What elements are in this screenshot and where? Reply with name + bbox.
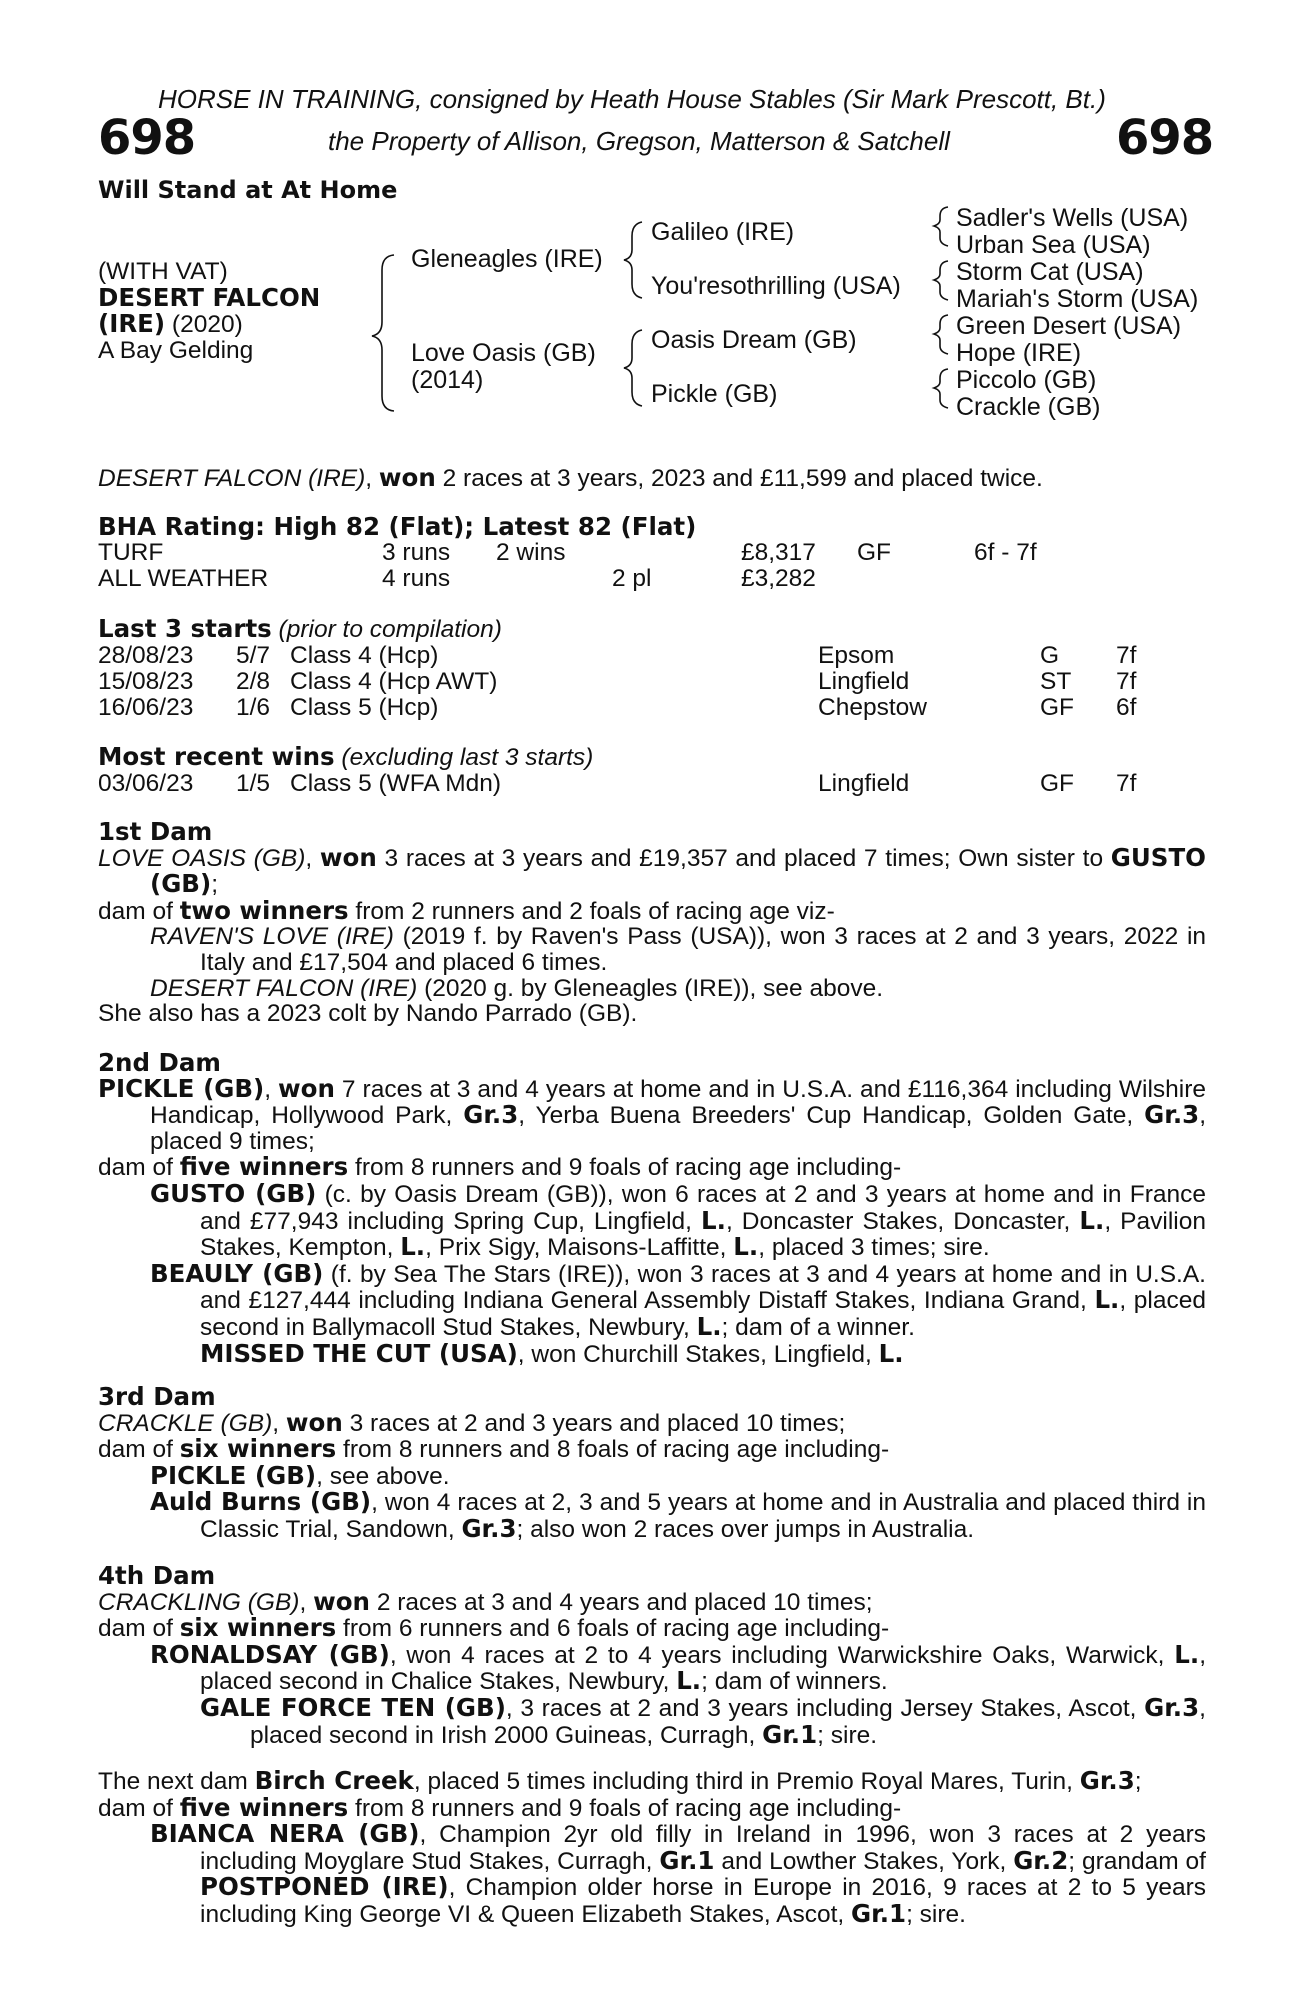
win-class: Class 5 (WFA Mdn) [290, 770, 502, 797]
sire-dam: You'resothrilling (USA) [651, 272, 901, 300]
brace-main [372, 255, 394, 411]
pedigree-braces [0, 0, 1314, 440]
win-pos: 1/5 [236, 770, 271, 797]
start-dist: 6f [1116, 694, 1137, 721]
rating-runs: 4 runs [382, 565, 451, 592]
rating-prize: £3,282 [741, 565, 816, 592]
produce-intro: dam of two winners from 2 runners and 2 foals of racing age viz- [98, 895, 835, 925]
produce-note: She also has a 2023 colt by Nando Parrado (GB). [98, 1000, 638, 1028]
dam: Love Oasis (GB) [411, 339, 596, 367]
section-title: 4th Dam [98, 1561, 216, 1590]
brace-g3 [934, 315, 948, 354]
first-dam-section [98, 819, 1206, 1027]
recent-title: Most recent wins (excluding last 3 starts) [98, 742, 594, 771]
horse-name: DESERT FALCON [98, 283, 321, 312]
start-course: Chepstow [818, 694, 927, 721]
g3-sdd: Mariah's Storm (USA) [956, 285, 1199, 313]
brace-g1 [934, 207, 948, 246]
section-title: 2nd Dam [98, 1048, 221, 1077]
stand-line: Will Stand at At Home [98, 176, 398, 204]
third-dam-section [98, 1384, 1206, 1543]
last3-title: Last 3 starts (prior to compilation) [98, 614, 502, 643]
start-date: 28/08/23 [98, 642, 194, 669]
dam-sire: Oasis Dream (GB) [651, 326, 857, 354]
dam-record: PICKLE (GB), won 7 races at 3 and 4 years at home and in U.S.A. and £116,364 including Wilshire Handicap, Hollywood Park, Gr.3, Yerba Buena Breeders' Cup Handicap, Golden Gate, Gr.3, placed 9 times; [98, 1073, 1206, 1155]
produce-item: RAVEN'S LOVE (IRE) (2019 f. by Raven's Pass (USA)), won 3 races at 2 and 3 years, 2022 in Italy and £17,504 and placed 6 times. [150, 923, 1207, 976]
g3-sds: Storm Cat (USA) [956, 258, 1144, 286]
win-course: Lingfield [818, 770, 910, 797]
next-dam-section [98, 1768, 1206, 1928]
dam-record: LOVE OASIS (GB), won 3 races at 3 years and £19,357 and placed 7 times; Own sister to GUSTO (GB); [98, 842, 1206, 899]
dam-record: CRACKLING (GB), won 2 races at 3 and 4 years and placed 10 times; [98, 1586, 873, 1616]
start-going: G [1040, 642, 1060, 669]
second-dam-section [98, 1050, 1206, 1367]
produce-intro: dam of five winners from 8 runners and 9 foals of racing age including- [98, 1152, 902, 1182]
g3-dds: Piccolo (GB) [956, 366, 1097, 394]
g3-ddd: Crackle (GB) [956, 393, 1101, 421]
start-class: Class 4 (Hcp AWT) [290, 668, 498, 695]
start-pos: 2/8 [236, 668, 271, 695]
produce-intro: dam of six winners from 8 runners and 8 foals of racing age including- [98, 1434, 890, 1464]
section-title: 1st Dam [98, 817, 213, 846]
produce-item: RONALDSAY (GB), won 4 races at 2 to 4 years including Warwickshire Oaks, Warwick, L., placed second in Chalice Stakes, Newbury, L.; dam of winners. [150, 1639, 1206, 1696]
brace-dam [624, 330, 642, 406]
start-class: Class 4 (Hcp) [290, 642, 439, 669]
start-class: Class 5 (Hcp) [290, 694, 439, 721]
brace-sire [624, 222, 642, 298]
start-dist: 7f [1116, 642, 1137, 669]
start-pos: 1/6 [236, 694, 271, 721]
start-course: Epsom [818, 642, 895, 669]
rating-wins: 2 wins [496, 539, 566, 566]
horse-country-year: (IRE) (2020) [98, 309, 243, 338]
g3-dss: Green Desert (USA) [956, 312, 1182, 340]
g3-ssd: Urban Sea (USA) [956, 231, 1151, 259]
start-pos: 5/7 [236, 642, 271, 669]
start-going: ST [1040, 668, 1072, 695]
start-course: Lingfield [818, 668, 910, 695]
brace-g4 [934, 369, 948, 408]
produce-item: DESERT FALCON (IRE) (2020 g. by Gleneagles (IRE)), see above. [150, 974, 884, 1002]
rating-runs: 3 runs [382, 539, 451, 566]
fourth-dam-section [98, 1563, 1206, 1748]
produce-intro: dam of five winners from 8 runners and 9 foals of racing age including- [98, 1792, 902, 1822]
sire: Gleneagles (IRE) [411, 245, 603, 273]
property-line: the Property of Allison, Gregson, Matterson & Satchell [328, 126, 950, 156]
g3-sss: Sadler's Wells (USA) [956, 204, 1189, 232]
lot-number-left: 698 [98, 110, 196, 166]
dam-dam: Pickle (GB) [651, 380, 778, 408]
rating-row: TURF [98, 539, 164, 566]
start-date: 15/08/23 [98, 668, 194, 695]
start-dist: 7f [1116, 668, 1137, 695]
rating-dist: 6f - 7f [974, 539, 1037, 566]
rating-placed: 2 pl [612, 565, 652, 592]
vat-note: (WITH VAT) [98, 258, 228, 285]
dam-record: The next dam Birch Creek, placed 5 times including third in Premio Royal Mares, Turin, Gr.3; [98, 1766, 1142, 1795]
produce-item: BIANCA NERA (GB), Champion 2yr old filly in Ireland in 1996, won 3 races at 2 years including Moyglare Stud Stakes, Curragh, Gr.1 and Lowther Stakes, York, Gr.2; grandam of POSTPONED (IRE), Champion older horse in Europe in 2016, 9 races at 2 to 5 years including King George VI & Queen Elizabeth Stakes, Ascot, Gr.1; sire. [150, 1819, 1206, 1928]
horse-description: A Bay Gelding [98, 337, 254, 364]
produce-item: Auld Burns (GB), won 4 races at 2, 3 and 5 years at home and in Australia and placed third in Classic Trial, Sandown, Gr.3; also won 2 races over jumps in Australia. [150, 1487, 1206, 1543]
dam-year: (2014) [411, 366, 484, 394]
win-dist: 7f [1116, 770, 1137, 797]
rating-prize: £8,317 [741, 539, 816, 566]
produce-item: GALE FORCE TEN (GB), 3 races at 2 and 3 years including Jersey Stakes, Ascot, Gr.3, placed second in Irish 2000 Guineas, Curragh, Gr.1; sire. [200, 1692, 1206, 1749]
lot-number-right: 698 [1116, 110, 1214, 166]
rating-row: ALL WEATHER [98, 565, 269, 592]
produce-intro: dam of six winners from 6 runners and 6 foals of racing age including- [98, 1613, 890, 1643]
sire-sire: Galileo (IRE) [651, 218, 795, 246]
brace-g2 [934, 261, 948, 300]
produce-item: GUSTO (GB) (c. by Oasis Dream (GB)), won 6 races at 2 and 3 years at home and in France and £77,943 including Spring Cup, Lingfield, L., Doncaster Stakes, Doncaster, L., Pavilion Stakes, Kempton, L., Prix Sigy, Maisons-Laffitte, L., placed 3 times; sire. [150, 1178, 1206, 1262]
rating-going: GF [857, 539, 892, 566]
grandproduce-item: MISSED THE CUT (USA), won Churchill Stakes, Lingfield, L. [200, 1338, 904, 1368]
produce-item: BEAULY (GB) (f. by Sea The Stars (IRE)), won 3 races at 3 and 4 years at home and in U.S.A. and £127,444 including Indiana General Assembly Distaff Stakes, Indiana Grand, L., placed second in Ballymacoll Stud Stakes, Newbury, L.; dam of a winner. [150, 1258, 1206, 1341]
racing-summary: DESERT FALCON (IRE), won 2 races at 3 years, 2023 and £11,599 and placed twice. [98, 463, 1043, 492]
start-date: 16/06/23 [98, 694, 194, 721]
produce-item: PICKLE (GB), see above. [150, 1460, 450, 1490]
g3-dsd: Hope (IRE) [956, 339, 1082, 367]
win-date: 03/06/23 [98, 770, 194, 797]
consignor-line: HORSE IN TRAINING, consigned by Heath House Stables (Sir Mark Prescott, Bt.) [158, 84, 1106, 114]
dam-record: CRACKLE (GB), won 3 races at 2 and 3 years and placed 10 times; [98, 1407, 846, 1437]
section-title: 3rd Dam [98, 1382, 216, 1411]
start-going: GF [1040, 694, 1075, 721]
bha-rating: BHA Rating: High 82 (Flat); Latest 82 (Flat) [98, 512, 697, 541]
win-going: GF [1040, 770, 1075, 797]
